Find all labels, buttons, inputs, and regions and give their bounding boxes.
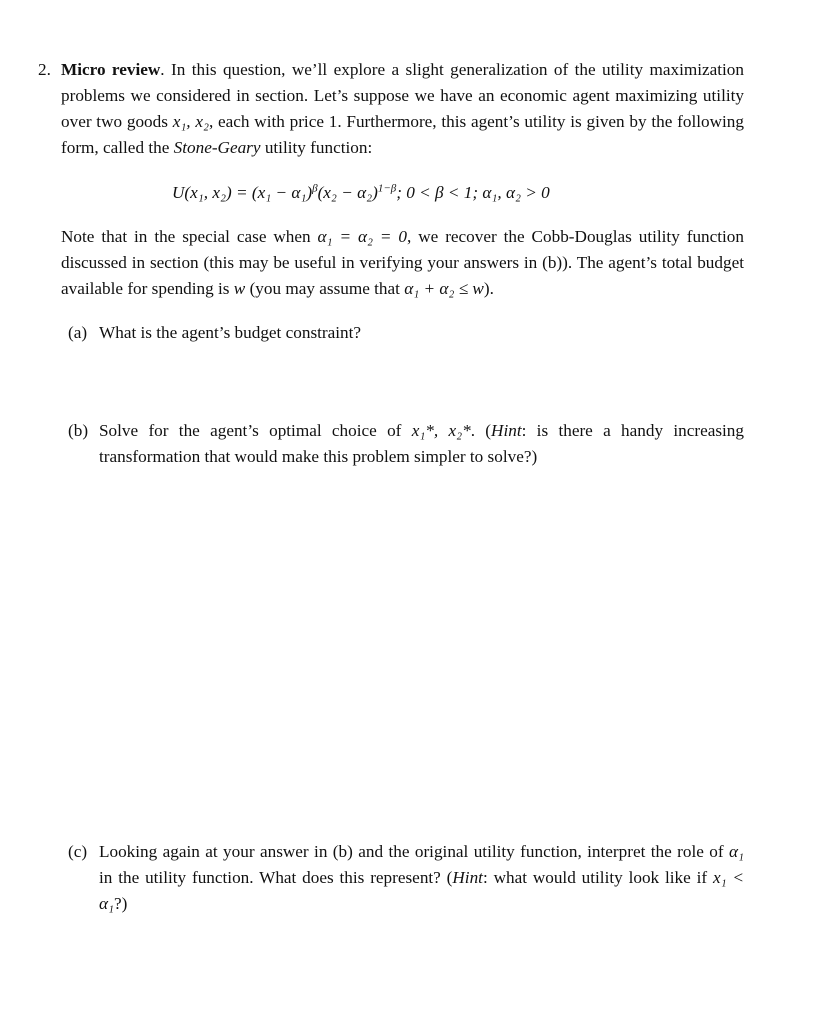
intro-text-3: utility function: <box>260 138 373 157</box>
part-c-text <box>99 839 744 917</box>
note-text-1: Note that in the special case when <box>61 227 318 246</box>
part-b-text-3: : is there a handy increasing transformation that would make this problem simpler to solve?) <box>99 421 744 466</box>
part-c-hint-label: Hint <box>452 868 483 887</box>
part-b-text-1: Solve for the agent’s optimal choice of <box>99 421 412 440</box>
part-c-condition: x₁ < α₁ <box>99 868 745 913</box>
question-2 <box>38 57 744 161</box>
formula-exp-beta: β <box>312 182 318 195</box>
part-c-label: (c) <box>68 842 88 861</box>
part-c <box>68 839 744 917</box>
part-b-text <box>99 418 744 470</box>
part-b-vars: x₁*, x₂* <box>411 421 471 440</box>
formula-mid: (x₂ − α₂) <box>317 183 378 202</box>
note-condition: α₁ = α₂ = 0 <box>317 227 408 246</box>
question-title: Micro review <box>61 60 161 79</box>
note-text-2: , we recover the Cobb-Douglas utility function discussed in section (this may be useful in verifying your answers in (b)). The agent’s total budget available for spending is <box>61 227 744 298</box>
question-intro <box>61 57 744 161</box>
note-paragraph <box>61 224 744 302</box>
part-c-text-3: : what would utility look like if <box>482 868 713 887</box>
formula-lhs: U(x₁, x₂) = (x₁ − α₁) <box>172 183 313 202</box>
part-c-text-4: ?) <box>114 894 128 913</box>
utility-formula <box>172 180 550 206</box>
budget-var: w <box>233 279 246 298</box>
part-c-text-2: in the utility function. What does this represent? ( <box>99 868 453 887</box>
part-a-text: What is the agent’s budget constraint? <box>99 323 362 342</box>
utility-name: Stone-Geary <box>173 138 261 157</box>
part-b-text-2: . ( <box>470 421 492 440</box>
part-c-var: α₁ <box>729 842 744 861</box>
intro-text-2: , each with price 1. Furthermore, this agent’s utility is given by the following form, called the <box>61 112 744 157</box>
part-a <box>68 320 744 346</box>
budget-condition: α₁ + α₂ ≤ w <box>404 279 484 298</box>
intro-text-1: . In this question, we’ll explore a slight generalization of the utility maximization problems we considered in section. Let’s suppose we have an economic agent maximizing utility over two goods <box>61 60 744 131</box>
part-b <box>68 418 744 470</box>
part-b-hint-label: Hint <box>491 421 522 440</box>
note-text-3: (you may assume that <box>245 279 405 298</box>
formula-exp-one-minus-beta: 1−β <box>377 182 397 195</box>
formula-conditions: ; 0 < β < 1; α₁, α₂ > 0 <box>396 183 550 202</box>
question-number: 2. <box>38 60 51 79</box>
part-a-label: (a) <box>68 323 88 342</box>
part-b-label: (b) <box>68 421 89 440</box>
note-text-4: ). <box>483 279 494 298</box>
goods-vars: x₁, x₂ <box>172 112 209 131</box>
part-c-text-1: Looking again at your answer in (b) and the original utility function, interpret the role of <box>99 842 729 861</box>
